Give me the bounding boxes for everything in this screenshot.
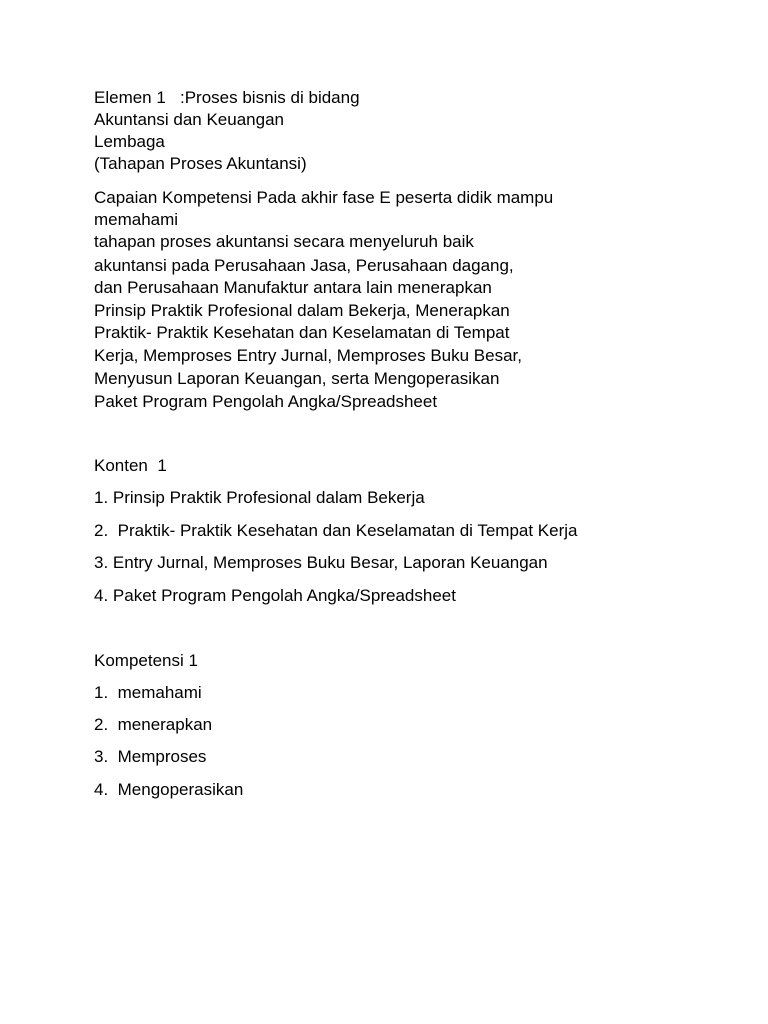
capaian-line-10: Paket Program Pengolah Angka/Spreadsheet: [94, 392, 438, 411]
konten-item: 4. Paket Program Pengolah Angka/Spreadsheet: [94, 586, 456, 605]
element-title-line-3: Lembaga: [94, 132, 165, 151]
capaian-line-1: Capaian Kompetensi Pada akhir fase E peserta didik mampu: [94, 188, 554, 207]
capaian-line-7: Praktik- Praktik Kesehatan dan Keselamatan di Tempat: [94, 323, 510, 342]
element-title-line-4: (Tahapan Proses Akuntansi): [94, 154, 307, 173]
capaian-line-6: Prinsip Praktik Profesional dalam Bekerja, Menerapkan: [94, 301, 510, 320]
kompetensi-item: 3. Memproses: [94, 747, 207, 766]
kompetensi-heading: Kompetensi 1: [94, 651, 198, 670]
capaian-line-8: Kerja, Memproses Entry Jurnal, Memproses Buku Besar,: [94, 346, 522, 365]
kompetensi-item: 4. Mengoperasikan: [94, 780, 244, 799]
capaian-line-2: memahami: [94, 210, 179, 229]
konten-item: 3. Entry Jurnal, Memproses Buku Besar, Laporan Keuangan: [94, 553, 548, 572]
konten-item: 1. Prinsip Praktik Profesional dalam Bekerja: [94, 488, 425, 507]
capaian-line-9: Menyusun Laporan Keuangan, serta Mengoperasikan: [94, 369, 500, 388]
capaian-line-5: dan Perusahaan Manufaktur antara lain menerapkan: [94, 278, 492, 297]
konten-heading: Konten 1: [94, 456, 167, 475]
capaian-line-4: akuntansi pada Perusahaan Jasa, Perusahaan dagang,: [94, 256, 514, 275]
kompetensi-item: 1. memahami: [94, 683, 202, 702]
capaian-line-3: tahapan proses akuntansi secara menyeluruh baik: [94, 232, 474, 251]
kompetensi-item: 2. menerapkan: [94, 715, 213, 734]
element-title-line-1: Elemen 1 :Proses bisnis di bidang: [94, 88, 360, 107]
element-title-line-2: Akuntansi dan Keuangan: [94, 110, 284, 129]
konten-item: 2. Praktik- Praktik Kesehatan dan Keselamatan di Tempat Kerja: [94, 521, 578, 540]
